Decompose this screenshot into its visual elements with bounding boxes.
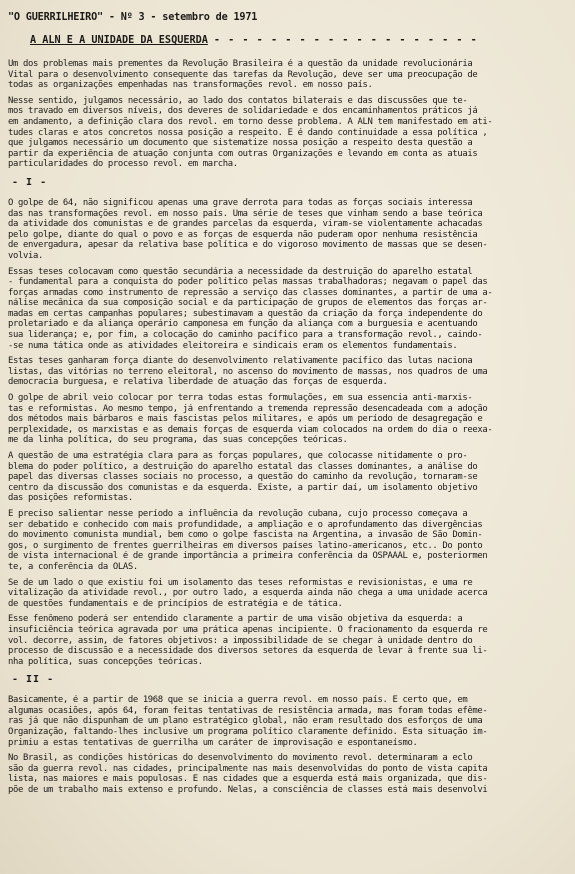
paragraph: [8, 96, 571, 170]
text-line: particularidades do processo revol. em marcha.: [8, 159, 238, 170]
text-line: das posições reformistas.: [8, 493, 133, 504]
paragraph: [8, 753, 571, 795]
text-line: nálise mecânica da sua composição social e da participação de grupos de elementos das forças ar-: [8, 298, 488, 309]
text-line: volvia.: [8, 250, 43, 261]
section-heading-2: - II -: [12, 674, 55, 686]
text-line: das nas transformações revol. em nosso país. Uma série de teses que vinham sendo a base teórica: [8, 208, 483, 219]
text-line: vol. decorre, assim, de fatores objetivos: a impossibilidade de se chegar à unidade dentro do: [8, 635, 473, 646]
section-1-block: [8, 198, 571, 667]
text-line: te, a conferência da OLAS.: [8, 561, 138, 572]
text-line: nha política, suas concepções teóricas.: [8, 656, 203, 667]
article-title: [30, 35, 571, 47]
text-line: tas e reformistas. Ao mesmo tempo, já enfrentando a tremenda repressão desencadeada com a adoção: [8, 403, 488, 414]
text-line: O golpe de 64, não significou apenas uma grave derrota para todas as forças sociais interessa: [8, 197, 473, 208]
text-line: todas as organizações empenhadas nas transformações revol. em nosso país.: [8, 80, 373, 91]
paragraph: [8, 267, 571, 352]
text-line: primiu a estas tentativas de guerrilha um caráter de improvisação e espontaneísmo.: [8, 737, 418, 748]
text-line: pelo golpe, diante do qual o povo e as forças de esquerda não puderam opor nenhuma resistência: [8, 229, 478, 240]
text-line: O golpe de abril veio colocar por terra todas estas formulações, em sua essencia anti-marxis-: [8, 393, 473, 404]
text-line: ras já que não dispunham de um plano estratégico global, não eram resultado dos esforços de uma: [8, 716, 483, 727]
text-line: centro da discussão dos comunistas e da esquerda. Existe, a partir daí, um isolamento objetivo: [8, 482, 478, 493]
text-line: - fundamental para a conquista do poder político pelas massas trabalhadoras; negavam o papel das: [8, 277, 488, 288]
paragraph: [8, 578, 571, 610]
paragraph: [8, 198, 571, 262]
text-line: dos métodos mais bárbaros e mais fascistas pelos militares, e após um período de desagregação e: [8, 414, 483, 425]
text-line: ser debatido e conhecido com mais profundidade, a ampliação e o aprofundamento das divergências: [8, 519, 483, 530]
text-line: proletariado e da aliança operário camponesa em função da aliança com a burguesia e acentuando: [8, 319, 478, 330]
text-line: Organização, faltando-lhes inclusive um programa político claramente definido. Esta situação im-: [8, 727, 488, 738]
paragraph: [8, 59, 571, 91]
text-line: partir da experiência de atuação conjunta com outras Organizações e levando em conta as atuais: [8, 148, 478, 159]
text-line: põe de um trabalho mais extenso e profundo. Nelas, a consciência de classes está mais desenvolvi: [8, 785, 488, 796]
text-line: blema do poder político, a destruição do aparelho estatal das classes dominantes, a análise do: [8, 461, 478, 472]
text-line: vitalização da atividade revol., por outro lado, a esquerda ainda não chega a uma unidade acerca: [8, 588, 488, 599]
paragraph: [8, 614, 571, 667]
paragraph: [8, 695, 571, 748]
paragraph: [8, 393, 571, 446]
text-line: É preciso salientar nesse período a influência da revolução cubana, cujo processo começava a: [8, 508, 468, 519]
text-line: em andamento, a definição clara dos revol. em torno desse problema. A ALN tem manifestado em ati-: [8, 116, 493, 127]
text-line: tudes claras e atos concretos nossa posição a respeito. E é dando continuidade a essa política ,: [8, 127, 488, 138]
paragraph: [8, 451, 571, 504]
text-line: Basicamente, é a partir de 1968 que se inicia a guerra revol. em nosso país. É certo que, em: [8, 695, 468, 706]
text-line: forças armadas como instrumento de repressão a serviço das classes dominantes, a partir de uma a-: [8, 287, 493, 298]
section-heading-1: - I -: [12, 176, 48, 188]
section-2-block: [8, 695, 571, 795]
text-line: papel das diversas classes sociais no processo, a questão do caminho da revolução, tornaram-se: [8, 472, 478, 483]
text-line: democracia burguesa, e relativa liberdade de atuação das forças de esquerda.: [8, 377, 388, 388]
intro-block: [8, 59, 571, 170]
title-rule: - - - - - - - - - - - - - - - - - - -: [213, 35, 478, 46]
text-line: Esse fenômeno poderá ser entendido claramente a partir de uma visão objetiva da esquerda: a: [8, 614, 463, 625]
text-line: -se numa tática onde as atividades eleitoreira e sindicais eram os elementos fundamentais.: [8, 340, 458, 351]
text-line: são da guerra revol. nas cidades, principalmente nas mais desenvolvidas do ponto de vista capita: [8, 763, 488, 774]
text-line: Se de um lado o que existiu foi um isolamento das teses reformistas e revisionistas, e uma re: [8, 577, 473, 588]
article-title-text: A ALN E A UNIDADE DA ESQUERDA: [30, 35, 208, 46]
text-line: processo de discussão e a necessidade dos diversos setores da esquerda de levar à frente sua li-: [8, 646, 488, 657]
text-line: perplexidade, os marxistas e as demais forças de esquerda viam colocados na ordem do dia o reexa-: [8, 424, 493, 435]
text-line: que julgamos necessário um documento que sistematize nossa posição a respeito desta questão a: [8, 138, 473, 149]
text-line: lista, nas maiores e mais populosas. É nas cidades que a esquerda está mais organizada, que dis-: [8, 774, 488, 785]
text-line: mos travado em diversos níveis, dos deveres de solidariedade e dos encaminhamentos práticos já: [8, 106, 478, 117]
text-line: A questão de uma estratégia clara para as forças populares, que colocasse nitidamente o pro-: [8, 451, 468, 461]
text-line: Nesse sentido, julgamos necessário, ao lado dos contatos bilaterais e das discussões que te-: [8, 95, 468, 106]
text-line: Estas teses ganharam força diante do desenvolvimento relativamente pacífico das lutas naciona: [8, 356, 473, 367]
text-line: gos, o surgimento de frentes guerrilheiras em diversos países latino-americanos, etc.. Do ponto: [8, 540, 483, 551]
text-line: Um dos problemas mais prementes da Revolução Brasileira é a questão da unidade revolucionária: [8, 59, 473, 69]
text-line: sua liderança; e, por fim, a colocação do caminho pacífico para a transformação revol., caindo-: [8, 330, 483, 341]
text-line: insuficiência teórica agravada por uma prática apenas incipiente. O fracionamento da esquerda re: [8, 624, 488, 635]
text-line: de questões fundamentais e de princípios de estratégia e de tática.: [8, 598, 343, 609]
text-line: listas, das vitórias no terreno eleitoral, no ascenso do movimento de massas, nos quadros de uma: [8, 366, 488, 377]
paragraph: [8, 356, 571, 388]
text-line: me da linha política, do seu programa, das suas concepções teóricas.: [8, 435, 348, 446]
newspaper-header: "O GUERRILHEIRO" - Nº 3 - setembro de 1971: [8, 12, 258, 23]
text-line: madas em certas campanhas populares; subestimavam a questão da criação da força independente do: [8, 308, 483, 319]
text-line: Vital para o desenvolvimento consequente das tarefas da Revolução, deve ser uma preocupação de: [8, 69, 478, 80]
text-line: da atividade dos comunistas e de grandes parcelas da esquerda, viram-se violentamente achacadas: [8, 219, 483, 230]
text-line: de vista internacional é de grande importância a primeira conferência da OSPAAAL e, posteriormen: [8, 551, 488, 562]
text-line: No Brasil, as condições históricas do desenvolvimento do movimento revol. determinaram a eclo: [8, 753, 473, 764]
paragraph: [8, 509, 571, 573]
text-line: do movimento comunista mundial, bem como o golpe fascista na Argentina, a invasão de São Domin-: [8, 530, 483, 541]
text-line: algumas ocasiões, após 64, foram feitas tentativas de resistência armada, mas foram todas efême-: [8, 705, 488, 716]
text-line: Essas teses colocavam como questão secundária a necessidade da destruição do aparelho estatal: [8, 266, 473, 277]
text-line: de envergadura, apesar da relativa base política e do vigoroso movimento de massas que se desen-: [8, 240, 488, 251]
